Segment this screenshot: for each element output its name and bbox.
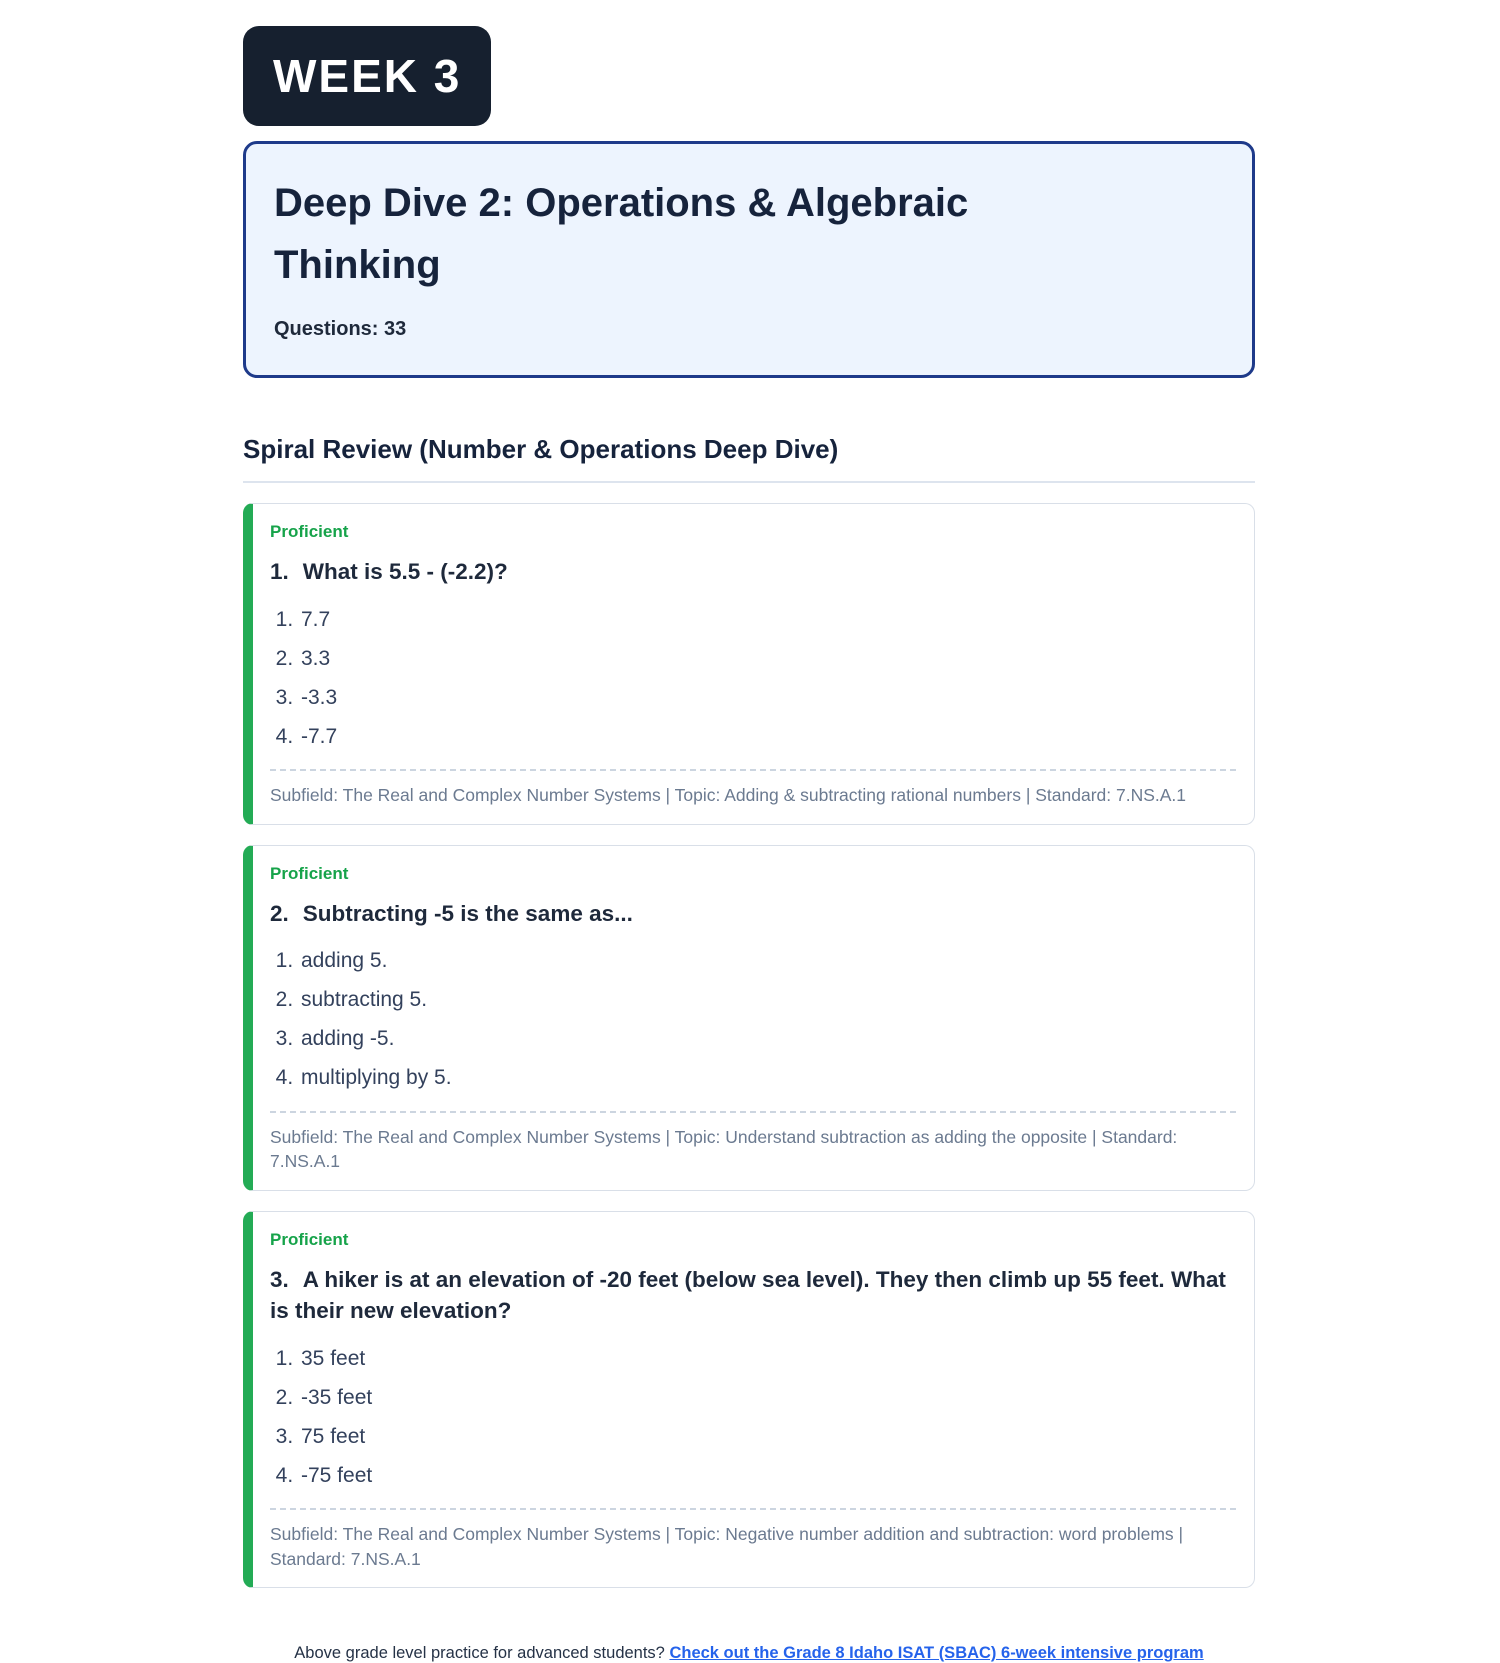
question-body: A hiker is at an elevation of -20 feet (below sea level). They then climb up 55 feet. What is their new elevation? [270, 1266, 1226, 1324]
question-metadata: Subfield: The Real and Complex Number Systems | Topic: Adding & subtracting rational numbers | Standard: 7.NS.A.1 [270, 785, 1187, 806]
answer-options [275, 1347, 1236, 1489]
meta-divider [270, 1111, 1236, 1113]
page-title: Deep Dive 2: Operations & Algebraic Thinking [274, 181, 969, 287]
question-card-2 [243, 845, 1255, 1191]
questions-count: Questions: 33 [274, 318, 407, 340]
answer-option: 3. -3.3 [299, 686, 1236, 710]
answer-option: 2. 3.3 [299, 647, 1236, 671]
answer-option: 1. 35 feet [299, 1347, 1236, 1371]
answer-option: 1. adding 5. [299, 949, 1236, 973]
answer-option: 3. adding -5. [299, 1027, 1236, 1051]
answer-option: 3. 75 feet [299, 1425, 1236, 1449]
question-number: 3. [270, 1266, 289, 1292]
answer-options [275, 949, 1236, 1091]
question-text [270, 898, 1236, 930]
answer-option: 1. 7.7 [299, 608, 1236, 632]
question-body: What is 5.5 - (-2.2)? [302, 559, 508, 584]
worksheet-page [243, 0, 1255, 1663]
section-heading: Spiral Review (Number & Operations Deep Dive) [243, 434, 1255, 483]
meta-divider [270, 1508, 1236, 1510]
answer-options [275, 608, 1236, 750]
answer-option: 4. -75 feet [299, 1464, 1236, 1488]
question-text [270, 556, 1236, 588]
question-card-3 [243, 1211, 1255, 1589]
answer-option: 2. -35 feet [299, 1386, 1236, 1410]
question-text [270, 1264, 1236, 1327]
answer-option: 4. -7.7 [299, 725, 1236, 749]
footer-note [243, 1644, 1255, 1663]
footer-text: Above grade level practice for advanced students? [294, 1644, 670, 1663]
question-number: 1. [270, 559, 289, 584]
difficulty-badge: Proficient [270, 522, 349, 541]
question-metadata: Subfield: The Real and Complex Number Systems | Topic: Negative number addition and subtraction: word problems | Standard: 7.NS.A.1 [270, 1524, 1184, 1569]
answer-option: 2. subtracting 5. [299, 988, 1236, 1012]
week-badge: WEEK 3 [243, 26, 491, 126]
grade8-program-link[interactable]: Check out the Grade 8 Idaho ISAT (SBAC) 6-week intensive program [669, 1644, 1204, 1663]
title-box [243, 141, 1255, 378]
answer-option: 4. multiplying by 5. [299, 1066, 1236, 1090]
question-number: 2. [270, 900, 289, 926]
meta-divider [270, 769, 1236, 771]
question-body: Subtracting -5 is the same as... [302, 900, 633, 926]
difficulty-badge: Proficient [270, 1229, 349, 1249]
question-metadata: Subfield: The Real and Complex Number Systems | Topic: Understand subtraction as adding the opposite | Standard: 7.NS.A.1 [270, 1126, 1178, 1172]
difficulty-badge: Proficient [270, 863, 349, 883]
question-card-1 [243, 503, 1255, 825]
